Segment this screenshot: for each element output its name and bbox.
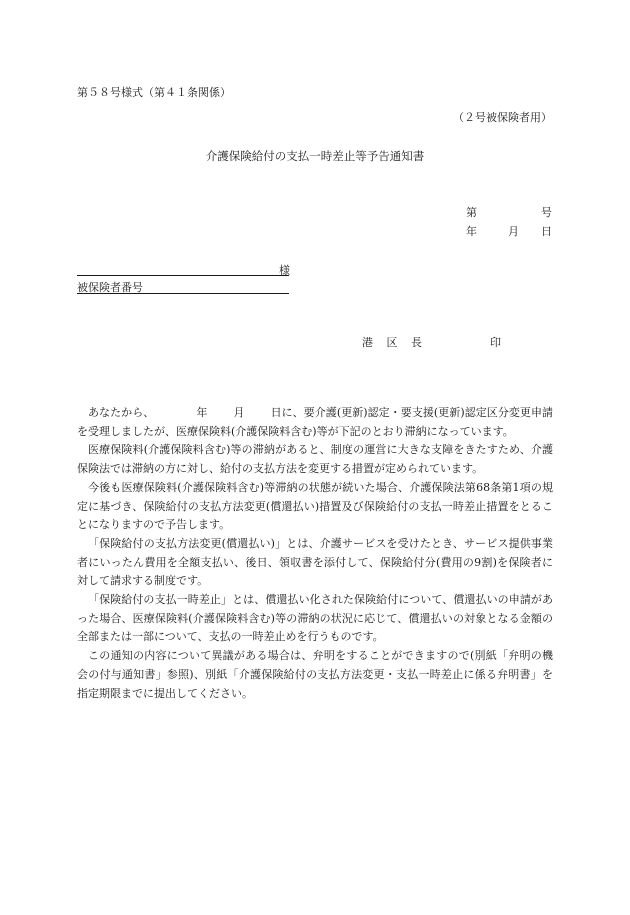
paragraph-application [77,404,553,441]
document-number-prefix: 第 [466,206,477,219]
paragraph-1-rest: 日に、要介護(更新)認定・要支援(更新)認定区分変更申請を受理しましたが、医療保険料(介護保険料含む)等が下記のとおり滞納になっています。 [77,406,554,438]
document-number-suffix: 号 [541,206,552,219]
paragraph-1-month: 月 [233,406,245,419]
paragraph-1-lead: あなたから、 [88,406,155,419]
date-month: 月 [508,225,519,238]
document-number [466,204,552,220]
recipient-type-label: （２号被保険者用） [453,111,552,124]
paragraph-objection: この通知の内容について異議がある場合は、弁明をすることができますので(別紙「弁明の機会の付与通知書」参照)、別紙「介護保険給付の支払方法変更・支払一時差止に係る弁明書」を指定期限までに提出してください。 [77,649,553,700]
addressee-name-line [77,260,289,276]
paragraph-suspension-definition: 「保険給付の支払一時差止」とは、償還払い化された保険給付について、償還払いの申請があった場合、医療保険料(介護保険料含む)等の滞納の状況に応じて、償還払いの対象となる金額の全部または一部について、支払の一時差止めを行うものです。 [77,593,553,644]
paragraph-advance-notice: 今後も医療保険料(介護保険料含む)等滞納の状態が続いた場合、介護保険法第68条第1項の規定に基づき、保険給付の支払方法変更(償還払い)措置及び保険給付の支払一時差止措置をとることになりますので予告します。 [77,480,553,532]
document-date [466,223,552,239]
insured-number-label: 被保険者番号 [77,281,143,294]
seal-mark: 印 [490,336,501,349]
date-year: 年 [466,225,477,238]
paragraph-reimbursement-definition: 「保険給付の支払方法変更(償還払い)」とは、介護サービスを受けたとき、サービス提供事業者にいったん費用を全額支払い、後日、領収書を添付して、保険給付分(費用の9割)を保険者に対して請求する制度です。 [77,536,553,588]
paragraph-delinquency: 医療保険料(介護保険料含む)等の滞納があると、制度の運営に大きな支障をきたすため、介護保険法では滞納の方に対し、給付の支払方法を変更する措置が定められています。 [77,443,553,476]
addressee-honorific: 様 [279,264,290,277]
form-number: 第５８号様式（第４１条関係） [77,86,231,99]
date-day: 日 [541,225,552,238]
insured-number-line [77,279,289,294]
notice-body [77,404,553,703]
sender-name: 港 区 長 [362,336,427,349]
paragraph-1-year: 年 [196,406,208,419]
document-title: 介護保険給付の支払一時差止等予告通知書 [205,149,425,163]
